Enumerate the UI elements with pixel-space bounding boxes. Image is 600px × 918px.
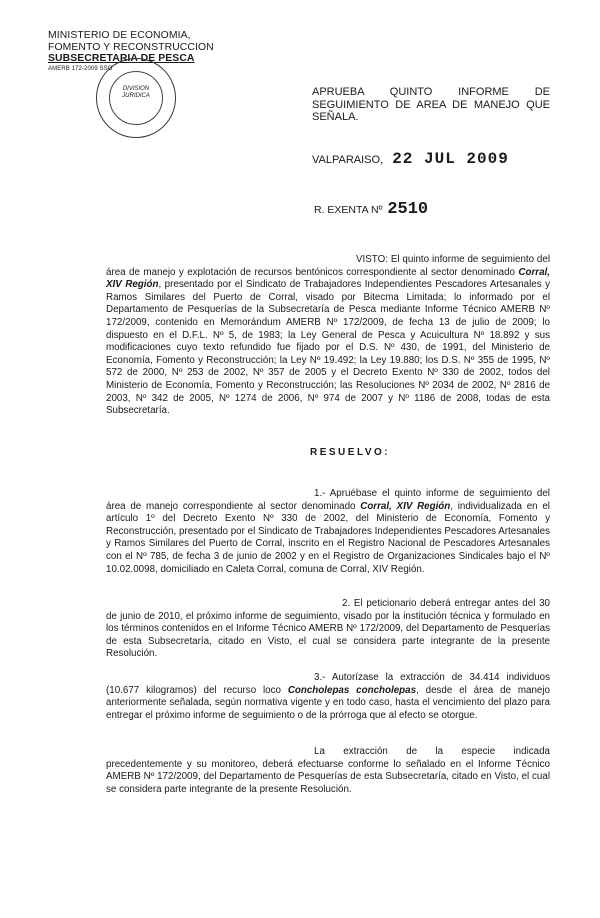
file-reference: AMERB 172-2009 SSG [48,65,113,72]
resolution-number-line [314,200,428,219]
resolution-subject: APRUEBA QUINTO INFORME DE SEGUIMIENTO DE AREA DE MANEJO QUE SEÑALA. [312,86,550,124]
article-3-text: , desde el área de manejo anteriormente señalada, según normativa vigente y en todo caso, hasta el vencimiento del plazo para entregar el próximo informe de seguimiento o de la prórroga que al efecto se otorgue. [106,684,550,721]
visto-text: , presentado por el Sindicato de Trabajadores Independientes Pescadores Artesanales y Ramos Similares del Puerto de Corral, visado por Bitecma Limitada; lo informado por el Departamento de Pesquerías de la Subsecretaría de Pesca mediante Informe Técnico AMERB Nº 172/2009, contenido en Memorándum AMERB Nº 172/2009, de fecha 13 de julio de 2009; lo dispuesto en el D.F.L. Nº 5, de 1983; la Ley General de Pesca y Acuicultura Nº 18.892 y sus modificaciones cuyo texto refundido fue fijado por el D.S. Nº 430, de 1991, del Ministerio de Economía, Fomento y Reconstrucción; la Ley Nº 19.492; la Ley 19.880; los D.S. Nº 355 de 1995, Nº 572 de 2000, Nº 253 de 2002, Nº 357 de 2005 y el Decreto Exento Nº 330 de 2002, todos del Ministerio de Economía, Fomento y Reconstrucción; las Resoluciones Nº 2034 de 2002, Nº 2816 de 2003, Nº 342 de 2005, Nº 1274 de 2006, Nº 974 de 2007 y Nº 1186 de 2008, todas de esta Subsecretaría. [106,279,550,417]
extraction-text: La extracción de la especie indicada precedentemente y su monitoreo, deberá efectuarse conforme lo señalado en el Informe Técnico AMERB Nº 172/2009, del Departamento de Pesquerías de esta Subsecretaría, citado en Visto, el cual se considera parte integrante de la presente Resolución. [106,746,550,795]
subsecretaria-line: SUBSECRETARIA DE PESCA [48,53,195,64]
article-3 [106,672,550,722]
ministry-line: MINISTERIO DE ECONOMIA, [48,30,191,41]
article-1-text: , individualizada en el artículo 1º del Decreto Exento Nº 330 de 2002, del Ministerio de Economía, Fomento y Reconstrucción, presentado por el Sindicato de Trabajadores Independientes Pescadores Artesanales y Ramos Similares del Puerto de Corral, inscrito en el Registro Nacional de Pescadores Artesanales con el Nº 785, de fecha 3 de junio de 2002 y en el Registro de Organizaciones Sindicales bajo el Nº 10.02.0098, domiciliado en Caleta Corral, comuna de Corral, XIV Región. [106,500,550,575]
resuelvo-heading: RESUELVO: [310,447,391,458]
resolution-number: 2510 [387,200,429,219]
area-name: Corral, XIV Región [360,500,451,512]
article-2-text: 2. El peticionario deberá entregar antes del 30 de junio de 2010, el próximo informe de seguimiento, visado por la institución técnica y formulado en los términos contenidos en el Informe Técnico AMERB Nº 172/2009, del Departamento de Pesquerías de esta Subsecretaría, citado en Visto, el cual se considera parte integrante de la presente Resolución. [106,598,550,660]
visto-text: El quinto informe de seguimiento del área de manejo y explotación de recursos bentónicos correspondiente al sector denominado [106,254,550,278]
place-and-date [312,150,509,168]
area-name: Corral, XIV Región [106,266,550,291]
article-2 [106,598,550,661]
visto-paragraph [106,254,550,418]
stamp-text: DIVISION JURIDICA [122,86,150,99]
place: VALPARAISO, [312,154,384,166]
article-3-text: 3.- Autorízase la extracción de 34.414 individuos (10.677 kilogramos) del recurso loco [106,672,550,696]
date-stamp: 22 JUL 2009 [392,150,509,168]
resolution-label: R. EXENTA Nº [314,204,383,216]
ministry-line: FOMENTO Y RECONSTRUCCION [48,41,214,53]
article-1-text: 1.- Apruébase el quinto informe de seguimiento del área de manejo correspondiente al sector denominado [106,488,550,512]
extraction-paragraph [106,746,550,796]
species-name: Concholepas concholepas [287,684,417,696]
visto-label: VISTO: [356,254,388,265]
article-1 [106,488,550,576]
juridica-stamp [96,58,176,138]
